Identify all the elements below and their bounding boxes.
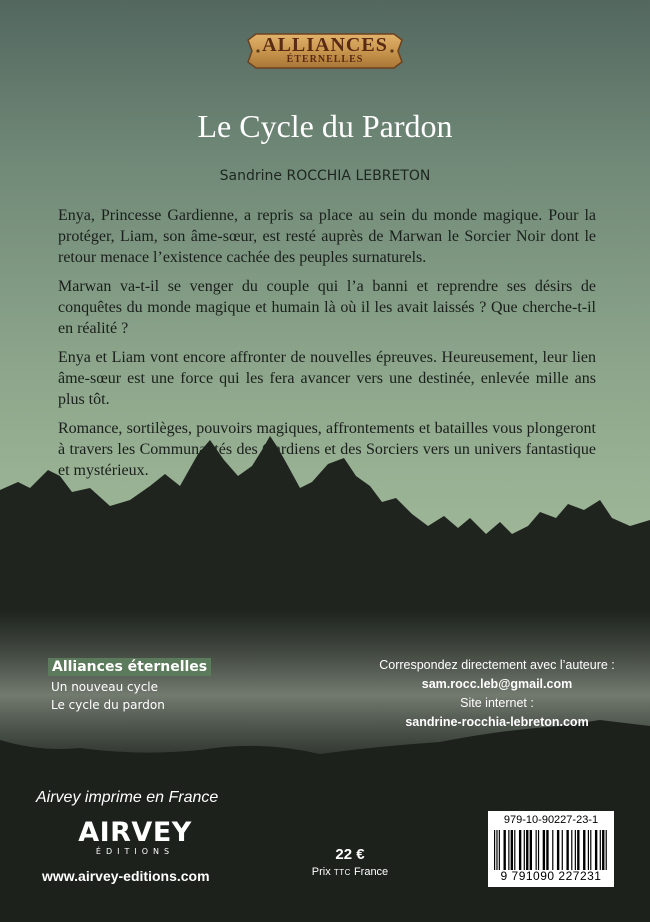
price-label-suffix: France: [353, 866, 389, 878]
barcode-bar: [566, 830, 568, 870]
barcode-bar: [543, 830, 545, 870]
price-label: [300, 866, 400, 878]
series-logo: [246, 30, 404, 72]
barcode-bar: [504, 830, 506, 870]
barcode-bar: [552, 830, 553, 870]
book-title: Le Cycle du Pardon: [197, 108, 453, 144]
barcode-bar: [526, 830, 528, 870]
series-item: Le cycle du pardon: [51, 698, 165, 712]
barcode-bar: [557, 830, 559, 870]
barcode-bar: [562, 830, 563, 870]
publisher-name: AIRVEY: [78, 817, 192, 848]
contact-email[interactable]: sam.rocc.leb@gmail.com: [421, 677, 573, 691]
logo-line-1: ALLIANCES: [262, 34, 388, 56]
isbn-number: 979-10-90227-23-1: [503, 814, 599, 826]
barcode-bar: [571, 830, 572, 870]
logo-line-2: ÉTERNELLES: [286, 54, 364, 65]
barcode-bar: [514, 830, 515, 870]
barcode-bar: [519, 830, 521, 870]
ean-number: 9 791090 227231: [500, 869, 602, 883]
barcode-bar: [524, 830, 525, 870]
barcode-bar: [530, 830, 532, 870]
price-amount: 22 €: [335, 846, 365, 863]
contact-site-label: Site internet :: [460, 696, 534, 710]
blurb-paragraph: Enya et Liam vont encore affronter de nouvelles épreuves. Heureusement, leur lien âme-sœur est une force qui les fera avancer vers une destinée, enlevée mille ans plus tôt.: [58, 349, 596, 408]
contact-website[interactable]: sandrine-rocchia-lebreton.com: [405, 715, 589, 729]
barcode-bars-icon: [494, 830, 608, 870]
barcode-bar: [496, 830, 497, 870]
publisher-logo: [70, 818, 200, 856]
barcode-bar: [583, 830, 585, 870]
contact-intro: Correspondez directement avec l’auteure :: [379, 658, 615, 672]
barcode-bar: [499, 830, 500, 870]
price-label-ttc: TTC: [333, 868, 351, 877]
barcode-bar: [575, 830, 576, 870]
barcode-bar: [511, 830, 513, 870]
barcode-bar: [600, 830, 601, 870]
barcode-bar: [606, 830, 607, 870]
barcode-bar: [602, 830, 604, 870]
isbn-barcode: [488, 811, 614, 887]
series-heading: Alliances éternelles: [48, 658, 211, 676]
barcode-bar: [595, 830, 597, 870]
blurb-paragraph: Marwan va-t-il se venger du couple qui l’a banni et reprendre ses désirs de conquêtes du monde magique et humain là où il les avait laissés ? Que cherche-t-il en réalité ?: [58, 278, 596, 337]
barcode-bar: [590, 830, 591, 870]
barcode-bar: [536, 830, 537, 870]
blurb-paragraph: Enya, Princesse Gardienne, a repris sa place au sein du monde magique. Pour la protéger, Liam, son âme-sœur, est resté auprès de Marwan le Sorcier Noir dont le retour menace l’existence cachée des peuples surnaturels.: [58, 207, 596, 266]
publisher-subtitle: ÉDITIONS: [95, 847, 175, 856]
publisher-website[interactable]: www.airvey-editions.com: [42, 868, 210, 884]
barcode-bar: [538, 830, 539, 870]
barcode-bar: [494, 830, 495, 870]
barcode-bar: [588, 830, 589, 870]
blurb-paragraph: Romance, sortilèges, pouvoirs magiques, affrontements et batailles vous plongeront à travers les Communautés des Gardiens et des Sorciers vers un univers fantastique et mystérieux.: [58, 420, 596, 479]
price-label-prefix: Prix: [311, 866, 331, 878]
barcode-bar: [577, 830, 579, 870]
series-list: [48, 656, 308, 712]
barcode-bar: [508, 830, 509, 870]
author-contact: [362, 656, 632, 732]
barcode-bar: [546, 830, 548, 870]
printed-in-france: Airvey imprime en France: [36, 789, 219, 806]
author-name: Sandrine ROCCHIA LEBRETON: [219, 168, 431, 184]
price-block: [300, 846, 400, 878]
series-item: Un nouveau cycle: [51, 680, 159, 694]
